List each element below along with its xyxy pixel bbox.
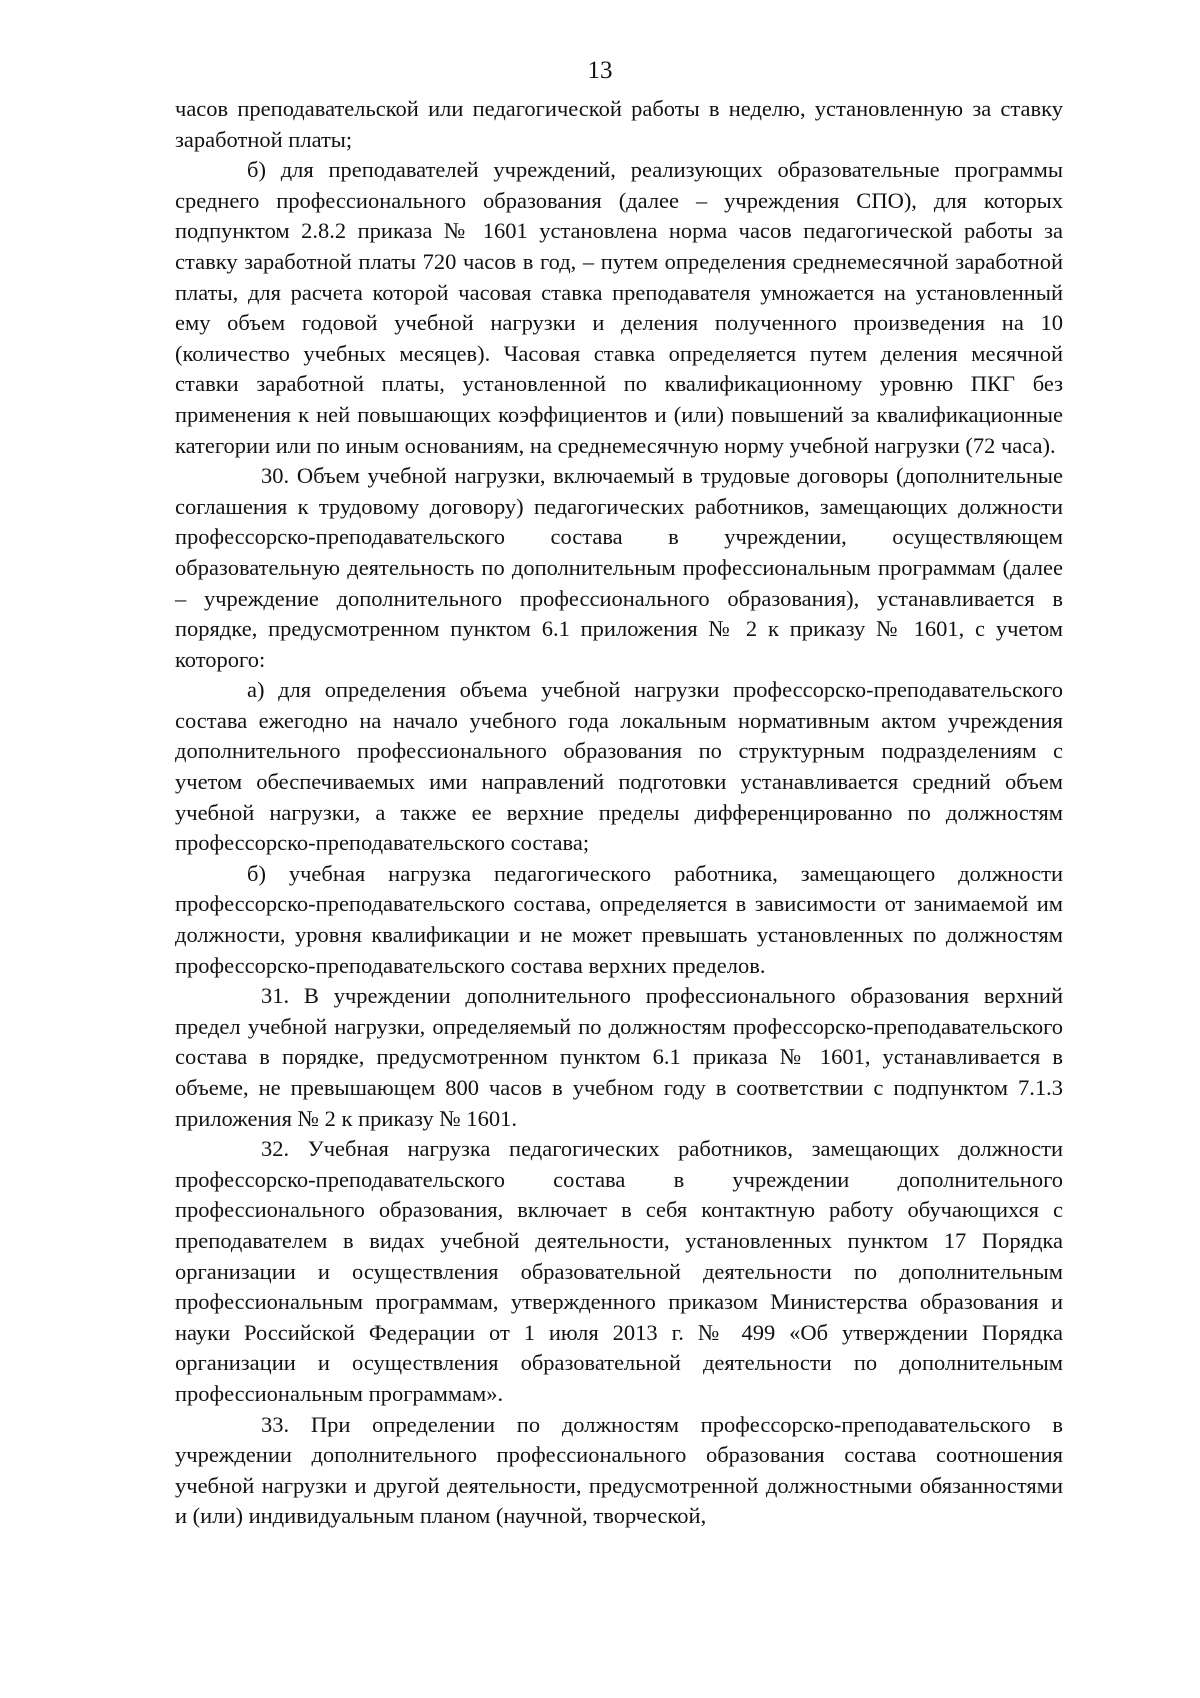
paragraph-30a: а) для определения объема учебной нагрузки профессорско-преподавательского состава ежегодно на начало учебного года локальным нормативным актом учреждения дополнительного профессионального образования по структурным подразделениям с учетом обеспечиваемых ими направлений подготовки устанавливается средний объем учебной нагрузки, а также ее верхние пределы дифференцированно по должностям профессорско-преподавательского состава;: [175, 677, 1063, 856]
paragraph-32: 32. Учебная нагрузка педагогических работников, замещающих должности профессорско-преподавательского состава в учреждении дополнительного профессионального образования, включает в себя контактную работу обучающихся с преподавателем в видах учебной деятельности, установленных пунктом 17 Порядка организации и осуществления образовательной деятельности по дополнительным профессиональным программам, утвержденного приказом Министерства образования и науки Российской Федерации от 1 июля 2013 г. № 499 «Об утверждении Порядка организации и осуществления образовательной деятельности по дополнительным профессиональным программам».: [175, 1136, 1063, 1406]
paragraph-31: 31. В учреждении дополнительного профессионального образования верхний предел учебной нагрузки, определяемый по должностям профессорско-преподавательского состава в порядке, предусмотренном пунктом 6.1 приказа № 1601, устанавливается в объеме, не превышающем 800 часов в учебном году в соответствии с подпунктом 7.1.3 приложения № 2 к приказу № 1601.: [175, 983, 1063, 1131]
page-number: 13: [587, 57, 613, 84]
paragraph-30b: б) учебная нагрузка педагогического работника, замещающего должности профессорско-преподавательского состава, определяется в зависимости от занимаемой им должности, уровня квалификации и не может превышать установленных по должностям профессорско-преподавательского состава верхних пределов.: [175, 860, 1063, 978]
document-body: [175, 94, 1063, 1532]
paragraph-30: 30. Объем учебной нагрузки, включаемый в трудовые договоры (дополнительные соглашения к трудовому договору) педагогических работников, замещающих должности профессорско-преподавательского состава в учреждении, осуществляющем образовательную деятельность по дополнительным профессиональным программам (далее – учреждение дополнительного профессионального образования), устанавливается в порядке, предусмотренном пунктом 6.1 приложения № 2 к приказу № 1601, с учетом которого:: [175, 463, 1063, 672]
paragraph-33: 33. При определении по должностям профессорско-преподавательского в учреждении дополнительного профессионального образования состава соотношения учебной нагрузки и другой деятельности, предусмотренной должностными обязанностями и (или) индивидуальным планом (научной, творческой,: [175, 1411, 1063, 1529]
paragraph-continued: часов преподавательской или педагогической работы в неделю, установленную за ставку заработной платы;: [175, 96, 1063, 152]
paragraph-29b: б) для преподавателей учреждений, реализующих образовательные программы среднего профессионального образования (далее – учреждения СПО), для которых подпунктом 2.8.2 приказа № 1601 установлена норма часов педагогической работы за ставку заработной платы 720 часов в год, – путем определения среднемесячной заработной платы, для расчета которой часовая ставка преподавателя умножается на установленный ему объем годовой учебной нагрузки и деления полученного произведения на 10 (количество учебных месяцев). Часовая ставка определяется путем деления месячной ставки заработной платы, установленной по квалификационному уровню ПКГ без применения к ней повышающих коэффициентов и (или) повышений за квалификационные категории или по иным основаниям, на среднемесячную норму учебной нагрузки (72 часа).: [175, 157, 1063, 458]
